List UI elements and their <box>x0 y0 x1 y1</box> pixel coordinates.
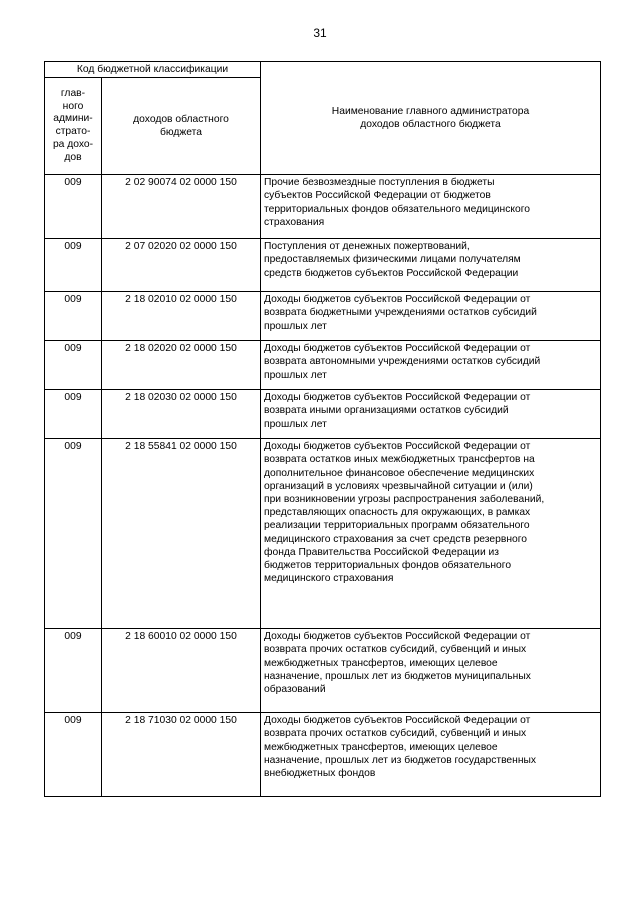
table-row <box>45 439 601 629</box>
income-code-cell: 2 18 60010 02 0000 150 <box>102 629 261 713</box>
table-row <box>45 390 601 439</box>
table-body <box>45 175 601 797</box>
admin-name-header: Наименование главного администратора доходов областного бюджета <box>261 62 601 175</box>
income-code-cell: 2 18 02030 02 0000 150 <box>102 390 261 439</box>
admin-name-cell: Доходы бюджетов субъектов Российской Федерации от возврата бюджетными учреждениями остатков субсидий прошлых лет <box>261 292 601 341</box>
admin-code-cell: 009 <box>45 439 102 629</box>
admin-code-cell: 009 <box>45 629 102 713</box>
income-code-cell: 2 02 90074 02 0000 150 <box>102 175 261 239</box>
admin-code-cell: 009 <box>45 341 102 390</box>
table-row <box>45 292 601 341</box>
admin-name-cell: Доходы бюджетов субъектов Российской Федерации от возврата прочих остатков субсидий, субвенций и иных межбюджетных трансфертов, имеющих целевое назначение, прошлых лет из бюджетов государственных внебюджетных фондов <box>261 713 601 797</box>
income-administrators-table <box>44 61 601 797</box>
chief-admin-header: глав- ного админи- страто- ра дохо- дов <box>45 78 102 175</box>
admin-code-cell: 009 <box>45 390 102 439</box>
budget-classification-code-header: Код бюджетной классификации <box>45 62 261 78</box>
income-code-cell: 2 18 55841 02 0000 150 <box>102 439 261 629</box>
table-row <box>45 713 601 797</box>
table-row <box>45 175 601 239</box>
table-row <box>45 629 601 713</box>
table-row <box>45 341 601 390</box>
income-code-cell: 2 18 71030 02 0000 150 <box>102 713 261 797</box>
income-code-cell: 2 18 02010 02 0000 150 <box>102 292 261 341</box>
income-code-cell: 2 07 02020 02 0000 150 <box>102 239 261 292</box>
admin-code-cell: 009 <box>45 713 102 797</box>
admin-name-cell: Доходы бюджетов субъектов Российской Федерации от возврата иными организациями остатков субсидий прошлых лет <box>261 390 601 439</box>
admin-name-cell: Поступления от денежных пожертвований, предоставляемых физическими лицами получателям средств бюджетов субъектов Российской Федерации <box>261 239 601 292</box>
income-code-cell: 2 18 02020 02 0000 150 <box>102 341 261 390</box>
admin-code-cell: 009 <box>45 239 102 292</box>
header-row-top <box>45 62 601 78</box>
admin-name-cell: Прочие безвозмездные поступления в бюджеты субъектов Российской Федерации от бюджетов территориальных фондов обязательного медицинского страхования <box>261 175 601 239</box>
page-number: 31 <box>313 26 327 40</box>
admin-code-cell: 009 <box>45 175 102 239</box>
admin-name-cell: Доходы бюджетов субъектов Российской Федерации от возврата остатков иных межбюджетных трансфертов на дополнительное финансовое обеспечение медицинских организаций в условиях чрезвычайной ситуации и (или) при возникновении угрозы распространения заболеваний, представляющих опасность для окружающих, в рамках реализации территориальных программ обязательного медицинского страхования за счет средств резервного фонда Правительства Российской Федерации из бюджетов территориальных фондов обязательного медицинского страхования <box>261 439 601 629</box>
admin-name-cell: Доходы бюджетов субъектов Российской Федерации от возврата автономными учреждениями остатков субсидий прошлых лет <box>261 341 601 390</box>
table-row <box>45 239 601 292</box>
admin-code-cell: 009 <box>45 292 102 341</box>
income-code-header: доходов областного бюджета <box>102 78 261 175</box>
admin-name-cell: Доходы бюджетов субъектов Российской Федерации от возврата прочих остатков субсидий, субвенций и иных межбюджетных трансфертов, имеющих целевое назначение, прошлых лет из бюджетов муниципальных образований <box>261 629 601 713</box>
